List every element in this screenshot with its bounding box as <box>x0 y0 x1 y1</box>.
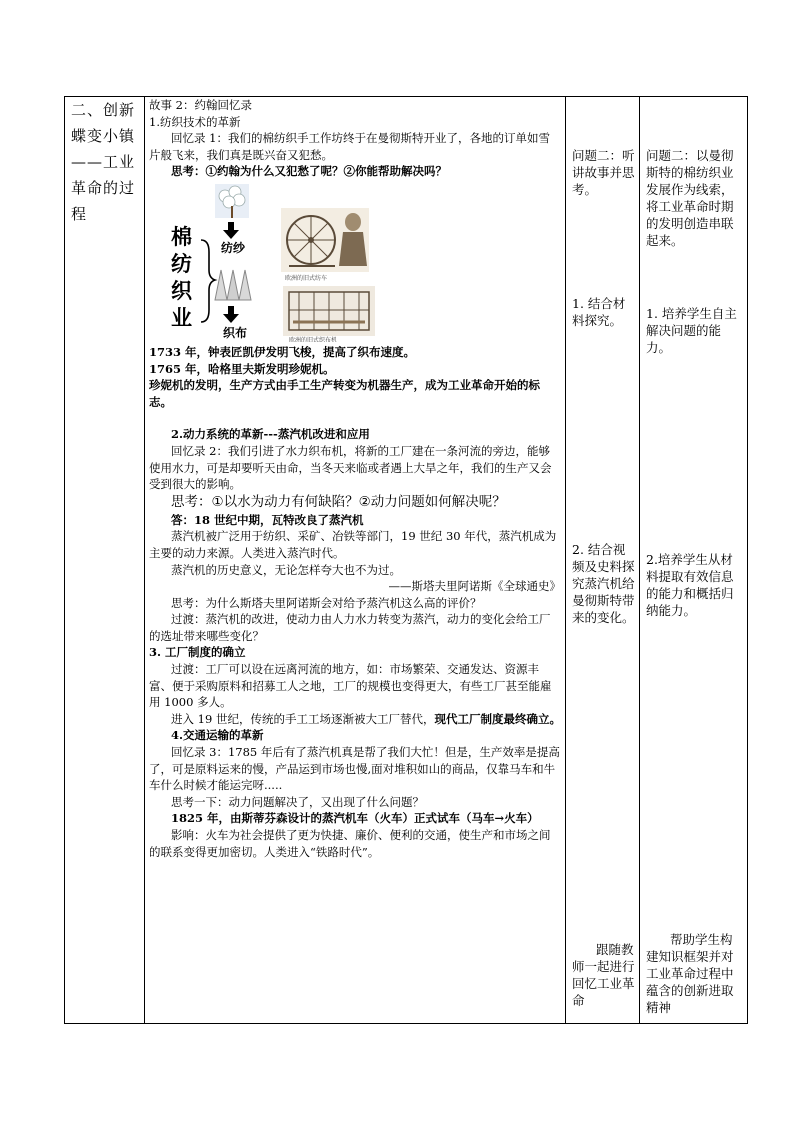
quote-source: ——斯塔夫里阿诺斯《全球通史》 <box>388 579 561 594</box>
design-intent-cell <box>640 97 748 1024</box>
section-cell <box>65 97 145 1024</box>
factory-text: 进入 19 世纪，传统的手工工场逐渐被大工厂替代， <box>171 711 435 726</box>
table-row <box>65 97 748 1024</box>
factory-established: 现代工厂制度最终确立。 <box>434 711 561 726</box>
intent-item-1: 问题二：以曼彻斯特的棉纺织业发展作为线索，将工业革命时期的发明创造串联起来。 <box>646 148 734 248</box>
spinning-wheel-image <box>281 208 369 272</box>
caption-spinning-wheel: 欧洲的旧式纺车 <box>285 274 328 282</box>
section-title: 二、创新蝶变小镇——工业革命的过程 <box>71 101 136 223</box>
fact-1733: 1733 年，钟表匠凯伊发明飞梭，提高了织布速度。 <box>149 344 416 359</box>
student-activity-cell <box>566 97 640 1024</box>
answer: 答：18 世纪中期，瓦特改良了蒸汽机 <box>171 512 364 527</box>
transition-2: 过渡：工厂可以设在远离河流的地方，如：市场繁荣、交通发达、资源丰富、便于采购原料和招募工人之地，工厂的规模也变得更大，有些工厂甚至能雇用 1000 多人。 <box>149 662 552 710</box>
think-2: 思考：①以水为动力有何缺陷？②动力问题如何解决呢？ <box>171 493 506 510</box>
subheading-factory: 3. 工厂制度的确立 <box>149 645 246 660</box>
student-item-3: 2. 结合视频及史料探究蒸汽机给曼彻斯特带来的变化。 <box>572 542 635 625</box>
locomotive: 1825 年，由斯蒂芬森设计的蒸汽机车（火车）正式试车（马车→火车） <box>171 811 539 826</box>
arrow-down-icon <box>223 222 239 239</box>
caption-loom: 欧洲的旧式织布机 <box>289 336 338 342</box>
think-4: 思考一下：动力问题解决了，又出现了什么问题？ <box>171 794 424 809</box>
student-item-2: 1. 结合材料探究。 <box>572 296 626 328</box>
think-1: 思考：①约翰为什么又犯愁了呢？②你能帮助解决吗？ <box>171 164 447 179</box>
think-3: 思考：为什么斯塔夫里阿诺斯会对给予蒸汽机这么高的评价？ <box>171 595 482 610</box>
step-weaving: 织布 <box>223 325 248 340</box>
intent-item-4: 帮助学生构建知识框架并对工业革命过程中蕴含的创新进取精神 <box>646 932 734 1015</box>
vt-4: 业 <box>171 305 192 330</box>
story-title: 故事 2：约翰回忆录 <box>149 98 252 112</box>
subheading-power: 2.动力系统的革新---蒸汽机改进和应用 <box>171 427 370 442</box>
arrow-down-icon <box>223 306 239 323</box>
loom-image <box>283 286 375 336</box>
quote: 蒸汽机的历史意义，无论怎样夸大也不为过。 <box>171 562 401 577</box>
lesson-plan-table <box>64 96 748 1024</box>
content-cell <box>145 97 566 1024</box>
fact-1765: 1765 年，哈格里夫斯发明珍妮机。 <box>149 361 335 376</box>
subheading-textile: 1.纺织技术的革新 <box>149 114 241 129</box>
steam-use: 蒸汽机被广泛用于纺织、采矿、冶铁等部门，19 世纪 30 年代，蒸汽机成为主要的动力来源。人类进入蒸汽时代。 <box>149 529 557 560</box>
subheading-transport: 4.交通运输的革新 <box>171 728 264 743</box>
brace <box>201 240 215 322</box>
vt-2: 纺 <box>171 251 192 276</box>
step-spinning: 纺纱 <box>221 240 246 255</box>
jenny-significance: 珍妮机的发明，生产方式由手工生产转变为机器生产，成为工业革命开始的标志。 <box>149 378 540 409</box>
transition-1: 过渡：蒸汽机的改进，使动力由人力水力转变为蒸汽，动力的变化会给工厂的选址带来哪些变化？ <box>149 612 551 643</box>
textile-diagram <box>149 182 562 342</box>
vt-3: 织 <box>171 278 192 303</box>
spools-icon <box>215 270 251 300</box>
impact: 影响：火车为社会提供了更为快捷、廉价、便利的交通，使生产和市场之间的联系变得更加密切。人类进入“铁路时代”。 <box>149 828 551 859</box>
cotton-icon <box>215 184 249 218</box>
vt-1: 棉 <box>171 224 192 249</box>
memoir-3: 回忆录 3：1785 年后有了蒸汽机真是帮了我们大忙！但是，生产效率是提高了，可是原料运来的慢，产品运到市场也慢,面对堆积如山的商品，仅靠马车和牛车什么时候才能运完呀..... <box>149 745 560 793</box>
memoir-1: 回忆录 1：我们的棉纺织手工作坊终于在曼彻斯特开业了，各地的订单如雪片般飞来，我们真是既兴奋又犯愁。 <box>149 131 550 162</box>
student-item-1: 问题二：听讲故事并思考。 <box>572 148 635 197</box>
intent-item-3: 2.培养学生从材料提取有效信息的能力和概括归纳能力。 <box>646 552 734 618</box>
textile-figure <box>149 182 561 342</box>
student-item-4: 跟随教师一起进行回忆工业革命 <box>572 942 635 1008</box>
memoir-2: 回忆录 2：我们引进了水力织布机，将新的工厂建在一条河流的旁边，能够使用水力，可是却要听天由命，当冬天来临或者遇上大旱之年，我们的生产又会受到很大的影响。 <box>149 443 552 492</box>
intent-item-2: 1. 培养学生自主解决问题的能力。 <box>646 306 737 355</box>
